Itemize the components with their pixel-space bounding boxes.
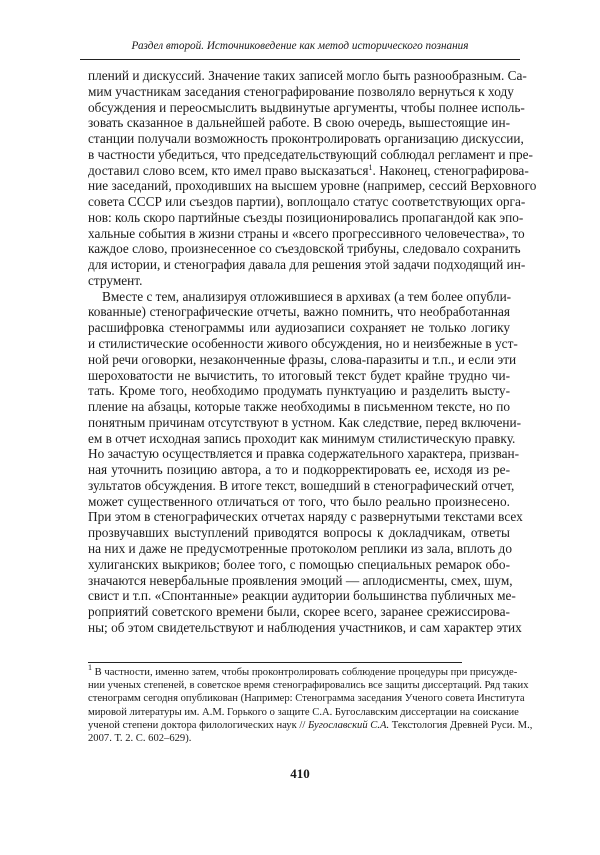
text-line: значаются невербальные проявления эмоций — аплодисменты, смех, шум, (88, 572, 513, 588)
text-line: мим участникам заседания стенографирование позволяло вернуться к ходу (88, 83, 514, 99)
text-segment: доставил слово всем, кто имел право высказаться (88, 162, 369, 178)
text-line: совета СССР или съездов партии), воплощало статус соответствующих орга- (88, 194, 526, 210)
footnote-line: мировой литературы им. А.М. Горького о защите С.А. Бугославским диссертации на соискание (88, 706, 519, 718)
text-line: Вместе с тем, анализируя отложившиеся в архивах (а тем более опубли- (102, 288, 512, 304)
footnote (88, 663, 533, 745)
text-line: плений и дискуссий. Значение таких записей могло быть разнообразным. Са- (88, 68, 527, 83)
text-line: кованные) стенографические отчеты, важно помнить, что необработанная (88, 304, 510, 320)
text-line: для истории, и стенография давала для решения этой задачи подходящий ин- (88, 257, 526, 273)
text-line: станции получали возможность проконтролировать организацию дискуссии, (88, 131, 524, 147)
footnote-marker: 1 (88, 663, 92, 672)
text-segment: Текстология Древней Руси. М., (389, 719, 533, 731)
text-line: ная уточнить позицию автора, а то и подкорректировать ее, исходя из ре- (88, 462, 510, 478)
text-line: нов: коль скоро партийные съезды позиционировались пропагандой как эпо- (88, 209, 524, 225)
text-line: хальные события в жизни страны и «всего прогрессивного человечества», то (88, 225, 525, 241)
text-line: Но зачастую осуществляется и правка содержательного характера, призван- (88, 446, 520, 462)
text-line: каждое слово, произнесенное со съездовской трибуны, следовало сохранить (88, 241, 521, 257)
footnote-rule (88, 662, 462, 663)
text-line: пление на абзацы, которые также необходимы в письменном тексте, но по (88, 399, 510, 415)
text-line: свист и т.п. «Спонтанные» реакции аудитории большинства публичных ме- (88, 588, 516, 604)
text-line: струмент. (88, 272, 143, 288)
text-line (88, 162, 529, 179)
footnote-line: стенограмм сегодня опубликован (Например: Стенограмма заседания Ученого совета Института (88, 693, 525, 705)
footnote-line (88, 663, 518, 679)
text-line: хулиганских выкриков; более того, с помощью специальных ремарок обо- (88, 556, 510, 572)
text-segment: В частности, именно затем, чтобы проконтролировать соблюдение процедуры при присужде- (92, 667, 518, 678)
text-line: понятным причинам отсутствуют в устном. Как следствие, перед включени- (88, 414, 522, 430)
footnote-line: нии ученых степеней, в советское время стенографировались все защиты диссертаций. Ряд таких (88, 680, 529, 692)
text-line: зовать сказанное в дальнейшей работе. В свою очередь, вышестоящие ин- (88, 115, 510, 131)
main-text (88, 68, 537, 636)
text-line: тать. Кроме того, необходимо продумать пунктуацию и разделить высту- (88, 383, 510, 399)
text-line: на них и даже не предусмотренные протоколом реплики из зала, вплоть до (88, 540, 512, 556)
header-rule (80, 59, 520, 60)
text-line: При этом в стенографических отчетах наряду с развернутыми текстами всех (88, 509, 523, 525)
text-line: зультатов обсуждения. В итоге текст, вошедший в стенографический отчет, (88, 477, 515, 493)
text-line: ем в отчет исходная запись проходит как минимум стилистическую правку. (88, 430, 516, 446)
text-line: ной речи оговорки, незаконченные фразы, слова-паразиты и т.п., и если эти (88, 351, 517, 367)
author-name: Бугославский С.А. (307, 719, 390, 731)
footnote-reference[interactable]: 1 (368, 162, 373, 172)
footnote-line: 2007. Т. 2. С. 602–629). (88, 732, 192, 744)
text-line: обсуждения и переосмыслить выдвинутые аргументы, чтобы полнее исполь- (88, 99, 525, 115)
text-segment: ученой степени доктора филологических наук // (88, 719, 308, 731)
text-segment: . Наконец, стенографирова- (372, 162, 529, 178)
text-line: может существенного отличаться от того, что было реально произнесено. (88, 493, 510, 509)
text-line: прозвучавших выступлений приводятся вопросы к докладчикам, ответы (88, 525, 510, 541)
footnote-line (88, 719, 533, 732)
text-line: ны; об этом свидетельствуют и наблюдения участников, и сам характер этих (88, 619, 522, 635)
text-line: ние заседаний, проходивших на высшем уровне (например, сессий Верховного (88, 178, 537, 194)
text-line: роприятий советского времени были, скорее всего, заранее срежиссирова- (88, 604, 510, 620)
text-line: расшифровка стенограммы или аудиозаписи сохраняет не только логику (88, 320, 510, 336)
running-header: Раздел второй. Источниковедение как метод исторического познания (131, 40, 469, 52)
text-line: в частности убедиться, что председательствующий соблюдал регламент и пре- (88, 146, 533, 162)
text-line: и стилистические особенности живого обсуждения, но и неизбежные в уст- (88, 336, 518, 352)
text-line: шероховатости не вычистить, то итоговый текст будет крайне трудно чи- (88, 367, 510, 383)
page-number: 410 (290, 766, 310, 781)
